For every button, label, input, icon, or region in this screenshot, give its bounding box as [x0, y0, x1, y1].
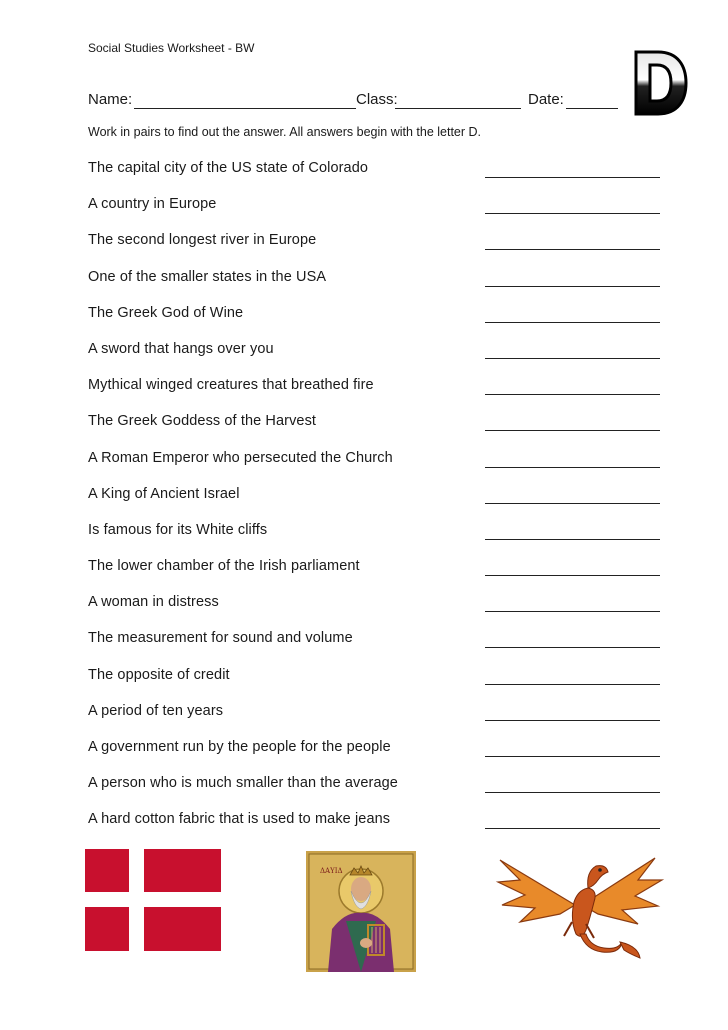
question-text: A government run by the people for the people — [88, 739, 391, 755]
instructions-text: Work in pairs to find out the answer. All answers begin with the letter D. — [88, 125, 482, 139]
name-blank[interactable] — [134, 108, 356, 109]
icon-inscription: ΔΑΥΙΔ — [320, 867, 343, 875]
student-info-row — [88, 91, 618, 113]
question-text: A person who is much smaller than the average — [88, 775, 398, 792]
question-text: The opposite of credit — [88, 666, 230, 683]
question-text: A hard cotton fabric that is used to make jeans — [88, 811, 391, 828]
name-label: Name: — [88, 91, 133, 108]
danish-flag-image — [85, 849, 221, 951]
question-row — [88, 512, 662, 548]
question-row — [88, 150, 662, 186]
question-text: A sword that hangs over you — [88, 340, 274, 357]
answer-blank[interactable] — [485, 394, 660, 395]
question-row — [88, 801, 662, 837]
answer-blank[interactable] — [485, 647, 660, 648]
answer-blank[interactable] — [485, 828, 660, 829]
question-row — [88, 367, 662, 403]
answer-blank[interactable] — [485, 611, 660, 612]
answer-blank[interactable] — [485, 684, 660, 685]
answer-blank[interactable] — [485, 286, 660, 287]
question-row — [88, 186, 662, 222]
question-text: One of the smaller states in the USA — [88, 268, 327, 285]
answer-blank[interactable] — [485, 177, 660, 178]
question-row — [88, 584, 662, 620]
question-text: A country in Europe — [88, 196, 217, 213]
letter-d-icon — [632, 48, 688, 118]
question-row — [88, 331, 662, 367]
answer-blank[interactable] — [485, 575, 660, 576]
question-row — [88, 222, 662, 258]
answer-blank[interactable] — [485, 467, 660, 468]
answer-blank[interactable] — [485, 756, 660, 757]
answer-blank[interactable] — [485, 358, 660, 359]
question-text: A Roman Emperor who persecuted the Church — [88, 449, 393, 466]
question-text: The second longest river in Europe — [88, 232, 317, 249]
question-text: The measurement for sound and volume — [88, 630, 353, 647]
question-row — [88, 765, 662, 801]
answer-blank[interactable] — [485, 249, 660, 250]
question-row — [88, 620, 662, 656]
class-blank[interactable] — [395, 108, 521, 109]
dragon-image — [490, 850, 665, 970]
question-text: The Greek Goddess of the Harvest — [88, 413, 317, 430]
question-row — [88, 476, 662, 512]
question-text: A period of ten years — [88, 702, 224, 719]
question-row — [88, 403, 662, 439]
class-label: Class: — [356, 91, 398, 108]
answer-blank[interactable] — [485, 322, 660, 323]
answer-blank[interactable] — [485, 792, 660, 793]
worksheet-title: Social Studies Worksheet - BW — [88, 41, 255, 55]
question-text: A woman in distress — [88, 594, 219, 611]
question-row — [88, 440, 662, 476]
question-text: Mythical winged creatures that breathed fire — [88, 377, 374, 394]
question-text: A King of Ancient Israel — [88, 485, 240, 502]
answer-blank[interactable] — [485, 213, 660, 214]
question-row — [88, 729, 662, 765]
answer-blank[interactable] — [485, 503, 660, 504]
answer-blank[interactable] — [485, 430, 660, 431]
question-row — [88, 693, 662, 729]
question-text: The lower chamber of the Irish parliament — [88, 558, 360, 575]
question-text: Is famous for its White cliffs — [88, 521, 268, 538]
date-label: Date: — [528, 91, 564, 108]
question-text: The Greek God of Wine — [88, 304, 244, 321]
question-text: The capital city of the US state of Colorado — [88, 160, 369, 176]
date-blank[interactable] — [566, 108, 618, 109]
question-row — [88, 657, 662, 693]
question-list — [88, 150, 662, 838]
answer-blank[interactable] — [485, 720, 660, 721]
question-row — [88, 295, 662, 331]
king-david-icon-image — [306, 851, 416, 972]
answer-blank[interactable] — [485, 539, 660, 540]
question-row — [88, 259, 662, 295]
question-row — [88, 548, 662, 584]
